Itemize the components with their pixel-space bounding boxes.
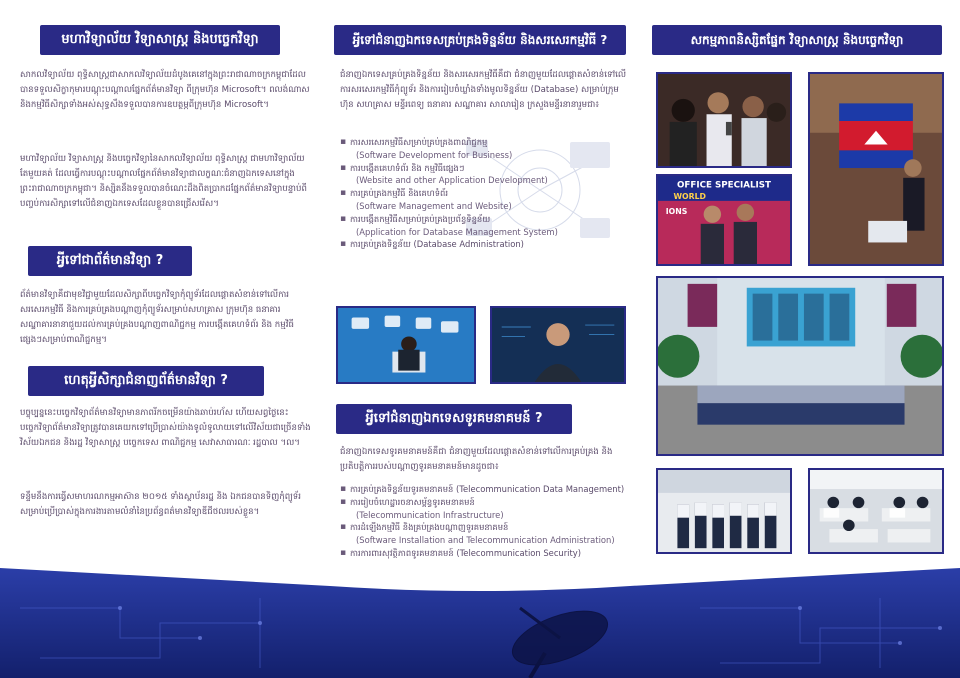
list-item: ▪ ការការពារសុវត្ថិភាពទូរគមនាគមន៍ (Telecommunication Security)	[340, 547, 582, 558]
bottom-circuit-band	[0, 568, 960, 678]
bullet-icon: ▪	[340, 137, 347, 147]
paragraph-faculty: មហាវិទ្យាល័យ វិទ្យាសាស្ត្រ និងបច្ចេកវិទ្យានៃសាកលវិទ្យាល័យ ពុទ្ធិសាស្ត្រ ជាមហាវិទ្យាល័យតែមួយគត់ ដែលធ្វើការបណ្តុះបណ្តាលផ្នែកព័ត៌មានវិទ្យាជាលក្ខណៈជំនាញឯកទេសនៅក្នុងព្រះរាជាណាចក្រកម្ពុជា។ និស្សិតនឹងទទួលបានចំណេះដឹងពិតប្រាកដផ្នែកព័ត៌មានវិទ្យាបន្ទាប់ពីបញ្ចប់ការសិក្សាទៅលើជំនាញឯកទេសដែលខ្លួនបានជ្រើសរើស។	[20, 154, 307, 209]
photo-classroom	[808, 468, 944, 554]
list-item: ▪ ការដំឡើងកម្មវិធី និងគ្រប់គ្រងបណ្តាញទូរគមនាគមន៍ (Software Installation and Telecommunication Administration)	[340, 522, 615, 546]
paragraph-database-programming: ជំនាញឯកទេសគ្រប់គ្រងទិន្នន័យ និងសរសេរកម្មវិធីគឺជា ជំនាញមួយដែលផ្តោតសំខាន់ទៅលើការសរសេរកម្មវិធីកុំព្យូទ័រ និងការរៀបចំឃ្លាំងទាំងមូលទិន្នន័យ (Database) សម្រាប់ក្រុមហ៊ុន សហគ្រាស មន្ទីរពេទ្យ ធនាគារ សណ្ឋាគារ សាលារៀន ក្រសួងមន្ទីរនានារួមជា៖	[340, 70, 627, 110]
list-item: ▪ ការរៀបចំហេដ្ឋារចនាសម្ព័ន្ធទូរគមនាគមន៍ (Telecommunication Infrastructure)	[340, 496, 504, 520]
cambodia-flag-icon	[839, 103, 913, 168]
list-item: ▪ ការគ្រប់គ្រងទិន្នន័យទូរគមនាគមន៍ (Telecommunication Data Management)	[340, 484, 625, 494]
bullet-icon: ▪	[340, 188, 347, 199]
bullet-icon: ▪	[340, 162, 347, 173]
photo-online-learning	[336, 306, 476, 384]
list-item: ▪ ការគ្រប់គ្រងកម្មវិធី និងគេហទំព័រ (Software Management and Website)	[340, 188, 512, 211]
heading-student-activities: សកម្មភាពនិស្សិតផ្នែក វិទ្យាសាស្ត្រ និងបច្ចេកវិទ្យា	[652, 25, 942, 55]
paragraph-why-study: បច្ចុប្បន្ននេះបច្ចេកវិទ្យាព័ត៌មានវិទ្យាមានភាពរីកចម្រើនយ៉ាងឆាប់រហ័ស ហើយសព្វថ្ងៃនេះបច្ចេកវិទ្យាព័ត៌មានវិទ្យាត្រូវបានគេយកទៅប្រើប្រាស់យ៉ាងទូលំទូលាយទៅលើវិស័យជាច្រើនទាំងវិស័យឯកជន និងរដ្ឋ វិទ្យាសាស្ត្រ បច្ចេកទេស ពាណិជ្ជកម្ម សេវាសាធារណៈ រដ្ឋបាល ។ល។	[20, 408, 311, 448]
paragraph-intro: សាកលវិទ្យាល័យ ពុទ្ធិសាស្ត្រជាសាកលវិទ្យាល័យដំបូងគេនៅក្នុងព្រះរាជាណាចក្រកម្ពុជាដែលបានទទួលសិក្ខាកុមារបណ្តុះបណ្តាលផ្នែកព័ត៌មានវិទ្យា ពីក្រុមហ៊ុន Microsoft។ ពលង់ណាស និងកម្មវិធីសិក្សាទាំងអស់សុទ្ធសឹងទទួលបានការឧបត្ថម្ភពីក្រុមហ៊ុន Microsoft។	[20, 70, 310, 110]
heading-faculty: មហាវិទ្យាល័យ វិទ្យាសាស្ត្រ និងបច្ចេកវិទ្យា	[40, 25, 280, 55]
circuit-background	[0, 568, 960, 678]
banner-text-2: WORLD	[673, 192, 706, 201]
paragraph-what-is-it: ព័ត៌មានវិទ្យាគឺជាមុខវិជ្ជាមួយដែលសិក្សាពីបច្ចេកវិទ្យាកុំព្យូទ័រដែលផ្តោតសំខាន់ទៅលើការសរសេរកម្មវិធី និងការគ្រប់គ្រងបណ្តាញកុំព្យូទ័រសម្រាប់សហគ្រាស ក្រុមហ៊ុន ធនាគារ សណ្ឋាគារនានាជួយដល់ការគ្រប់គ្រងបណ្តាញពាណិជ្ជកម្ម ការបង្កើតគេហទំព័រ និង កម្មវិធីផ្សេងៗសម្រាប់ពាណិជ្ជកម្ម។	[20, 290, 294, 345]
bullet-icon: ▪	[340, 547, 347, 558]
photo-flag-student	[808, 72, 944, 266]
paragraph-telecom: ជំនាញឯកទេសទូរគមនាគមន៍គឺជា ជំនាញមួយដែលផ្តោតសំខាន់ទៅលើការគ្រប់គ្រង និងប្រតិបត្តិការរបស់បណ្តាញទូរគមនាគមន៍មានដូចជា៖	[340, 447, 613, 472]
list-database-skills	[338, 136, 628, 251]
list-item: ▪ ការបង្កើតគេហទំព័រ និង កម្មវិធីផ្សេងៗ (Website and other Application Development)	[340, 162, 548, 186]
list-item: ▪ ការគ្រប់គ្រងទិន្នន័យ (Database Administration)	[340, 239, 524, 250]
bullet-icon: ▪	[340, 484, 347, 494]
heading-why-study: ហេតុអ្វីសិក្សាជំនាញព័ត៌មានវិទ្យា ?	[28, 366, 264, 396]
photo-lab-students	[656, 468, 792, 554]
bullet-icon: ▪	[340, 522, 347, 533]
bullet-icon: ▪	[340, 239, 347, 250]
list-telecom-skills	[338, 483, 628, 560]
photo-group-building	[656, 276, 944, 456]
banner-text: OFFICE SPECIALIST	[676, 180, 772, 191]
photo-press-interview	[656, 72, 792, 168]
heading-database-programming: អ្វីទៅជំនាញឯកទេសគ្រប់គ្រងទិន្នន័យ និងសរសេរកម្មវិធី ?	[334, 25, 626, 55]
list-item: ▪ ការបង្កើតកម្មវិធីសម្រាប់គ្រប់គ្រងប្រព័ន្ធទិន្នន័យ (Application for Database Management System)	[340, 213, 558, 237]
heading-what-is-it: អ្វីទៅជាព័ត៌មានវិទ្យា ?	[28, 246, 192, 276]
banner-text-3: IONS	[665, 207, 688, 217]
photo-office-specialist	[656, 174, 792, 266]
paragraph-asean: ទន្ទឹមនឹងការធ្វើសមាហរណកម្មអាស៊ាន ២០១៥ ទាំងស្ថាប័នរដ្ឋ និង ឯកជនបានទិញកុំព្យូទ័រសម្រាប់ប្រើប្រាស់ក្នុងការងារតាមលំនាំនៃប្រព័ន្ធពត៌មានវិទ្យាឌីជីថលរបស់ខ្លួន។	[20, 492, 301, 517]
bullet-icon: ▪	[340, 213, 347, 224]
list-item: ▪ ការសរសេរកម្មវិធីសម្រាប់គ្រប់គ្រងពាណិជ្ជកម្ម (Software Development for Business)	[340, 137, 513, 160]
bullet-icon: ▪	[340, 496, 347, 507]
photo-developer	[490, 306, 626, 384]
heading-telecom: អ្វីទៅជំនាញឯកទេសទូរគមនាគមន៍ ?	[336, 404, 572, 434]
